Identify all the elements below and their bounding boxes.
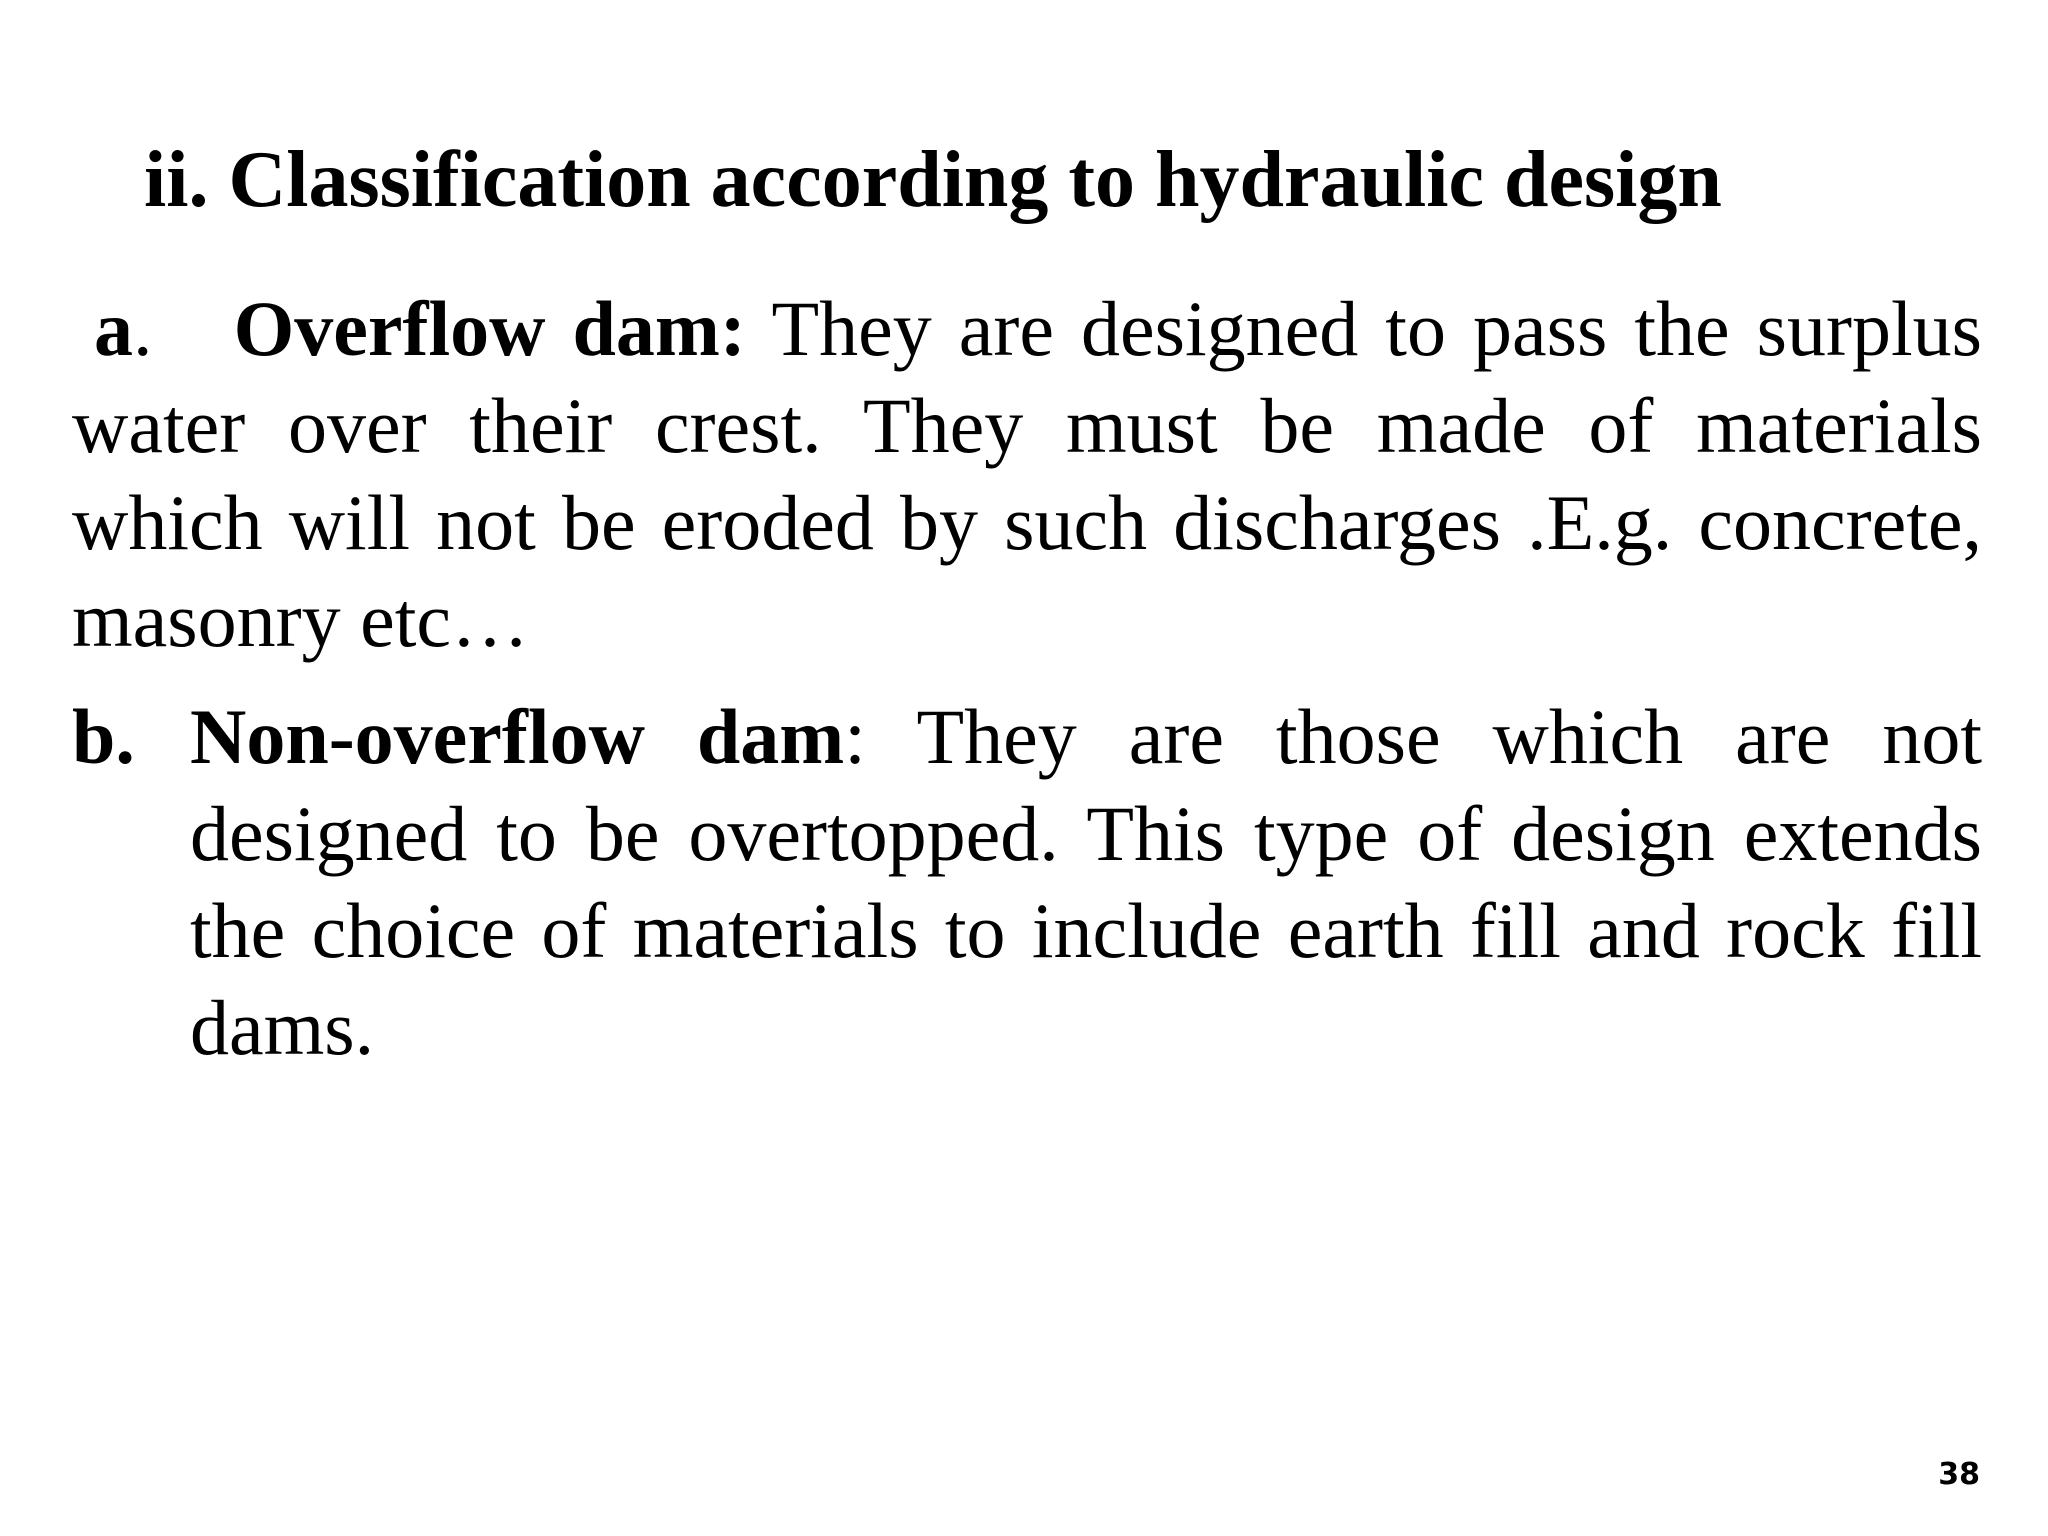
item-b-text: They are those which are not designed to be overtopped. This type of design extends the choice of materials to include earth fill and rock fill dams. xyxy=(190,693,1982,1071)
item-a-text: They are designed to pass the surplus water over their crest. They must be made of materials which will not be eroded by such discharges .E.g. concrete, masonry etc… xyxy=(72,285,1982,663)
item-b-marker: b. xyxy=(72,693,135,780)
item-a-marker: a xyxy=(94,285,133,372)
item-b-body xyxy=(190,688,1982,1076)
list-item-overflow-dam xyxy=(72,280,1982,668)
item-a-marker-punct: . xyxy=(133,285,153,372)
item-b-term: Non-overflow dam xyxy=(190,693,845,780)
page-number: 38 xyxy=(1938,1457,1980,1492)
slide-heading: ii. Classification according to hydraulic design xyxy=(144,136,1722,224)
item-a-term: Overflow dam: xyxy=(233,285,746,372)
list-item-non-overflow-dam xyxy=(72,688,1982,1076)
item-b-term-punct: : xyxy=(844,693,866,780)
